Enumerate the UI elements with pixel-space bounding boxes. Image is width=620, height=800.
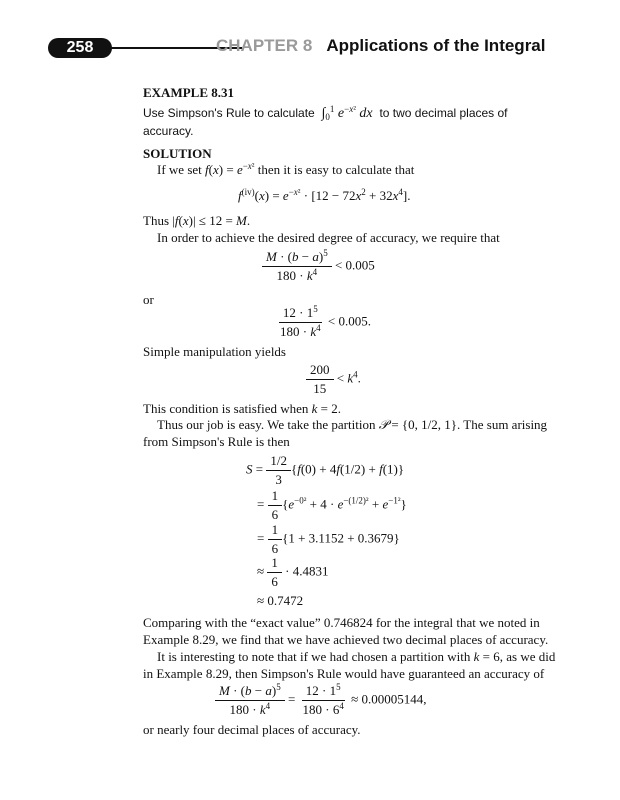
nearly-line: or nearly four decimal places of accuracy. bbox=[143, 722, 361, 737]
comparing-line2: Example 8.29, we find that we have achieved two decimal places of accuracy. bbox=[143, 632, 549, 647]
text: Thus our job is easy. We take the partition bbox=[157, 417, 376, 432]
text: . The sum arising bbox=[457, 417, 548, 432]
chapter-title: Applications of the Integral bbox=[326, 36, 546, 55]
chapter-heading bbox=[216, 36, 545, 56]
simple-text: Simple manipulation yields bbox=[143, 344, 286, 359]
equation-final: $\frac{M \cdot (b - a)^5}{180 \cdot k^4}$ = $\frac{12 \cdot 1^5}{180 \cdot 6^4}$ ≈ 0.00005144, bbox=[215, 684, 427, 717]
easy-line1: Thus our job is easy. We take the partition 𝒫 = {0, 1/2, 1}. The sum arising bbox=[157, 417, 548, 432]
sum-total: 4.4831 bbox=[292, 563, 329, 579]
solution-heading: SOLUTION bbox=[143, 146, 212, 161]
final-value: 0.00005144, bbox=[361, 691, 427, 707]
text: Thus bbox=[143, 213, 169, 228]
prompt-text: Use Simpson's Rule to calculate bbox=[143, 106, 315, 120]
satisfied-line: This condition is satisfied when k = 2. bbox=[143, 401, 341, 416]
prompt-line2: accuracy. bbox=[143, 124, 194, 138]
sum-step-4: ≈ $\frac{1}{6}$ · 4.4831 bbox=[257, 555, 329, 589]
sum-terms: 1 + 3.1152 + 0.3679 bbox=[288, 530, 394, 546]
order-text: In order to achieve the desired degree of accuracy, we require that bbox=[157, 230, 500, 245]
sum-step-5: ≈ 0.7472 bbox=[257, 593, 304, 608]
interesting-line1: It is interesting to note that if we had chosen a partition with k = 6, as we did bbox=[157, 649, 556, 664]
example-prompt: Use Simpson's Rule to calculate $\int_0^1$ $e^{-x^2}$ dx to two decimal places of bbox=[143, 104, 508, 122]
text: It is interesting to note that if we had chosen a partition with bbox=[157, 649, 471, 664]
text: If we set bbox=[157, 162, 202, 177]
prompt-text-2: to two decimal places of bbox=[379, 106, 508, 120]
equation-simplified: $\frac{200}{15}$ < $k^4$. bbox=[306, 363, 361, 396]
text: then it is easy to calculate that bbox=[257, 162, 415, 177]
sum-step-2: = $\frac{1}{6}$ $\{e^{-0^2} + 4 \cdot e^{-(1/2)^2} + e^{-1^2}\}$ bbox=[257, 488, 407, 522]
page-number: 258 bbox=[48, 38, 112, 58]
or-text: or bbox=[143, 292, 154, 307]
text: , as we did bbox=[499, 649, 556, 664]
example-heading: EXAMPLE 8.31 bbox=[143, 85, 234, 100]
equation-substituted: $\frac{12 \cdot 1^5}{180 \cdot k^4}$ < 0.005. bbox=[280, 304, 371, 339]
text: This condition is satisfied when bbox=[143, 401, 309, 416]
page-header bbox=[40, 34, 580, 64]
sum-step-1: S = $\frac{1/2}{3}$ {f(0) + 4f(1/2) + f(1)} bbox=[246, 453, 405, 487]
k-value: 2 bbox=[331, 401, 338, 416]
sum-result: 0.7472 bbox=[267, 593, 304, 608]
bound-value: 0.005 bbox=[345, 257, 375, 273]
bound-value-2: 0.005. bbox=[338, 313, 371, 329]
m-value: 12 bbox=[209, 213, 223, 228]
interesting-line2: in Example 8.29, then Simpson's Rule would have guaranteed an accuracy of bbox=[143, 666, 545, 681]
equation-requirement: $\frac{M \cdot (b - a)^5}{180 \cdot k^4}$ < 0.005 bbox=[262, 250, 375, 283]
equation-fourth-derivative: $f^{(iv)}(x) = e^{-x^2} \cdot [12 - 72x^2 + 32x^4]$. bbox=[238, 187, 411, 203]
solution-line1: If we set $f(x) = e^{-x^2}$ then it is easy to calculate that bbox=[157, 161, 415, 177]
thus-line: Thus |f(x)| ≤ 12 = M. bbox=[143, 213, 251, 228]
k-final: 6 bbox=[493, 649, 500, 664]
sum-step-3: = $\frac{1}{6}$ {1 + 3.1152 + 0.3679} bbox=[257, 522, 400, 556]
comparing-line1: Comparing with the “exact value” 0.746824 for the integral that we noted in bbox=[143, 615, 540, 630]
easy-line2: from Simpson's Rule is then bbox=[143, 434, 290, 449]
chapter-number: CHAPTER 8 bbox=[216, 36, 313, 55]
